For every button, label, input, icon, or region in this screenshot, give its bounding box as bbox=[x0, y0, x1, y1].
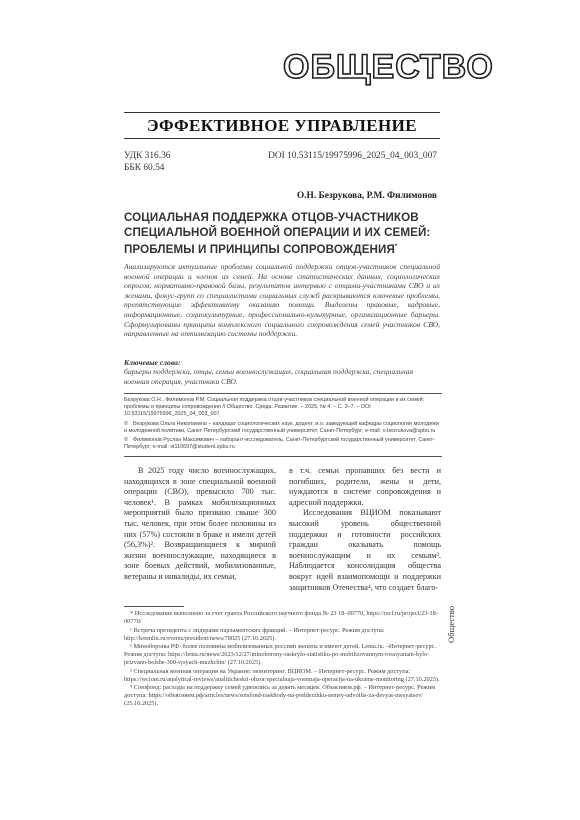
article-title-text: СОЦИАЛЬНАЯ ПОДДЕРЖКА ОТЦОВ-УЧАСТНИКОВ СПЕЦИАЛЬНОЙ ВОЕННОЙ ОПЕРАЦИИ И ИХ СЕМЕЙ: ПРОБЛЕМЫ И ПРИНЦИПЫ СОПРОВОЖДЕНИЯ bbox=[124, 211, 431, 256]
footnotes bbox=[124, 610, 442, 709]
author-info-2 bbox=[124, 437, 442, 451]
footnote: ¹ Встреча президента с лидерами парламентских фракций. – Интернет-ресурс. Режим доступа: http://kremlin.ru/events/president/news/78025 (27.10.2025). bbox=[124, 626, 385, 642]
body-paragraph: Исследования ВЦИОМ показывают высокий уровень общественной поддержки и готовности российских граждан оказывать помощь военнослужащим и их семьям³. Наблюдается консолидация общества вокруг идей взаимопомощи и поддержки защитников Отечества⁴, что создает благо- bbox=[289, 508, 441, 592]
udk-code: УДК 316.36 bbox=[124, 151, 171, 161]
body-paragraph: В 2025 году число военнослужащих, находящихся в зоне специальной военной операции (СВО), превысило 700 тыс. человек¹. В рамках мобилизационных мероприятий было призвано свыше 300 тыс. человек, при этом более половины из них (57%) состояли в браке и имели детей (56,3%)². Возвращающиеся к мирной жизни военнослужащие, находящиеся в зоне боевых действий, мобилизованные, ветераны и инвалиды, их семьи, bbox=[124, 466, 276, 581]
rubric-bottom-rule bbox=[124, 138, 440, 139]
doi: DOI 10.53115/19975996_2025_04_003_007 bbox=[268, 151, 437, 161]
journal-header bbox=[0, 0, 580, 100]
footnote: ² Минобороны РФ: более половины мобилизованных россиян женаты и имеют детей. Lenta.ru. –Интернет-ресурс. Режим доступа: https://lenta.ru/news/2023/12/27/minoborony-raskrylo-statistiku-po-mobilizovannym-rossiyanam-bylo-prizvano-bolshe-300-tysyach-muzhchin/ (27.10.2025). bbox=[124, 643, 437, 667]
copyright-mark: © bbox=[124, 420, 128, 427]
authors-line: О.Н. Безрукова, Р.М. Филимонов bbox=[296, 191, 437, 201]
body-column-left bbox=[124, 466, 276, 583]
rubric-title: ЭФФЕКТИВНОЕ УПРАВЛЕНИЕ bbox=[147, 116, 417, 135]
author-info-1-text: Безрукова Ольга Николаевна – кандидат социологических наук, доцент, и.о. заведующей кафедры социологии молодежи и молодежной политики, Санкт-Петербургский государственный университет, Санкт-Петербург; e-mail: o.bezrukova@spbu.ru bbox=[124, 420, 439, 434]
article-title bbox=[124, 211, 444, 257]
footnote: ⁴ Союфонд: расходы на поддержку семей удвоились за девять месяцев. Объясняем.рф. – Интернет-ресурс. Режим доступа: https://объясняем.рф/articles/news/sotsfond-raskhody-na-podderzhku-semey-udvoilis-za-devyat-mesyatsev/ (25.10.2025). bbox=[124, 684, 436, 708]
keywords: барьеры поддержки, отцы, семьи военнослужащих, социальная поддержка, специальная военная операция, участники СВО. bbox=[124, 367, 414, 386]
rubric-top-rule bbox=[124, 112, 440, 113]
author-info-2-text: Филимонов Руслан Максимович – лаборант-исследователь, Санкт-Петербургский государственный университет, Санкт-Петербург; e-mail: st110697@student.spbu.ru bbox=[124, 437, 435, 451]
article-info-box bbox=[124, 393, 442, 457]
journal-logo: ОБЩЕСТВО bbox=[283, 48, 494, 86]
side-section-label: Общество bbox=[446, 605, 456, 643]
keywords-heading: Ключевые слова: bbox=[124, 358, 181, 367]
citation: Безрукова О.Н., Филимонов Р.М. Социальная поддержка отцов-участников специальной военной операции и их семей: проблемы и принципы сопровождения // Общество. Среда. Развитие. – 2025, № 4. – С. 3–7. – DOI 10.53115/19975996_2025_04_003_007 bbox=[124, 397, 425, 418]
footnote: * Исследование выполнено за счет гранта Российского научного фонда № 23 18–00770, https://rscf.ru/project/23-18-00770/ bbox=[124, 610, 438, 625]
copyright-mark: © bbox=[124, 437, 128, 444]
body-paragraph: в т.ч. семьи пропавших без вести и погибших, родители, жены и дети, нуждаются в системе сопровождения и адресной поддержки. bbox=[289, 466, 441, 507]
footnote: ³ Специальная военная операция на Украине: мониторинг. ВЦИОМ. – Интернет-ресурс. Режим доступа: https://wciom.ru/analytical-reviews/analiticheskii-obzor/specialnaja-voennaja-operacija-na-ukraine-monitoring (27.10.2025). bbox=[124, 667, 440, 683]
abstract: Анализируются актуальные проблемы социальной поддержки отцов-участников специальной военной операции и членов их семей. На основе статистических данных, социологических опросов, нормативно-правовой базы, результатов интервью с отцами-участниками СВО и их женами, фокус-групп со специалистами социальных служб раскрываются ключевые проблемы, препятствующие эффективному оказанию помощи. Выделены правовые, кадровые, информационные, социокультурные, профессионально-культурные, организационные барьеры. Сформулированы принципы комплексного социального сопровождения семей участников СВО, направленные на оптимизацию системы поддержки. bbox=[124, 262, 440, 339]
footnote-separator bbox=[124, 606, 184, 607]
bbk-code: ББК 60.54 bbox=[124, 163, 165, 173]
title-footnote-mark: * bbox=[394, 244, 398, 250]
author-info-1 bbox=[124, 421, 442, 435]
body-column-right bbox=[289, 466, 441, 593]
